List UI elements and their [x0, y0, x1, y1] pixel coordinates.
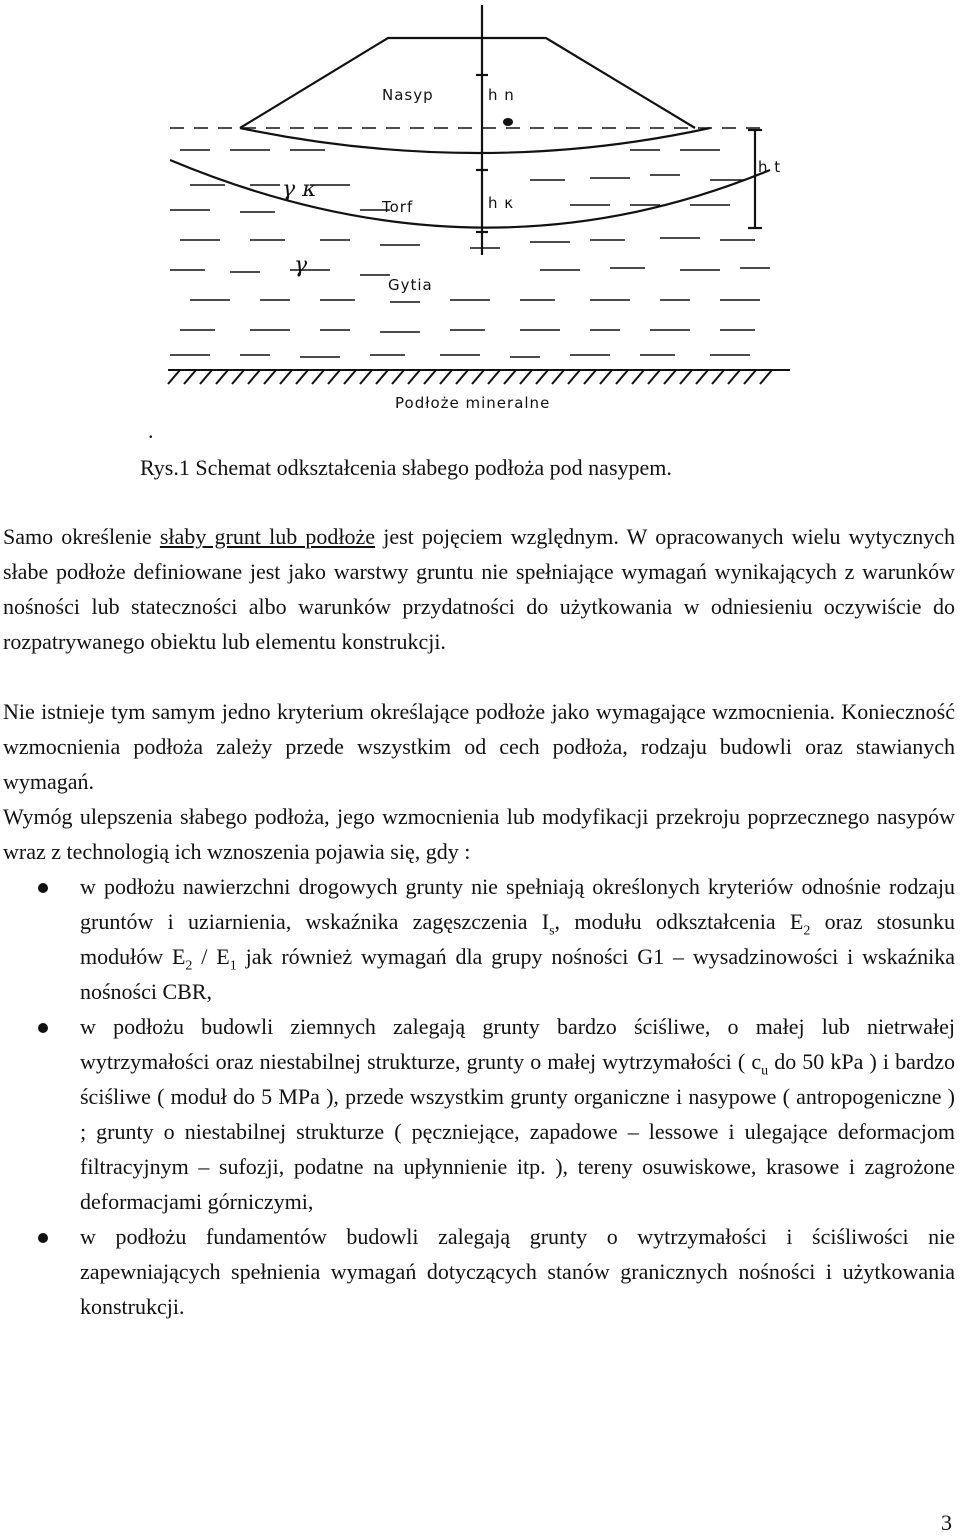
figure-caption: Rys.1 Schemat odkształcenia słabego podłoża pod nasypem. — [140, 455, 672, 480]
label-nasyp: Nasyp — [382, 86, 434, 104]
b2-t1: w podłożu budowli ziemnych zalegają grunty bardzo ściśliwe, o małej lub nietrwałej wytrzymałości oraz niestabilnej strukturze, grunty o małej wytrzymałości ( c — [80, 1014, 955, 1074]
list-item — [0, 1009, 955, 1219]
label-hk: h κ — [488, 194, 515, 212]
embankment-outline — [240, 38, 695, 128]
p1-underlined-term: słaby grunt lub podłoże — [159, 524, 376, 549]
b1-t2: , modułu odkształcenia E — [554, 909, 804, 934]
mineral-base-hatch — [168, 370, 790, 384]
paragraph-3 — [3, 799, 955, 869]
stray-dot: . — [148, 418, 154, 443]
bullet-icon — [38, 883, 48, 893]
b1-s3: 2 — [185, 958, 193, 974]
b1-s4: 1 — [229, 958, 237, 974]
label-gamma: γ — [294, 253, 308, 278]
p3-text: Wymóg ulepszenia słabego podłoża, jego wzmocnienia lub modyfikacji przekroju poprzecznego nasypów wraz z technologią ich wznoszenia pojawia się, gdy : — [3, 804, 955, 864]
paragraph-1 — [3, 519, 955, 659]
list-item — [0, 869, 955, 1009]
page-number: 3 — [941, 1510, 952, 1535]
label-gamma-k: γ κ — [282, 177, 317, 202]
label-torf: Torf — [382, 198, 414, 216]
b1-t1: w podłożu nawierzchni drogowych grunty nie spełniają określonych kryteriów odnośnie rodzaju gruntów i uziarnienia, wskaźnika zagęszczenia I — [80, 874, 955, 934]
label-hn: h n — [488, 86, 515, 104]
criteria-list — [0, 869, 955, 1324]
b1-s1: s — [549, 923, 555, 939]
label-ht: h t — [758, 158, 782, 176]
peat-bottom-curve — [170, 160, 770, 228]
b2-t2: do 50 kPa ) i bardzo ściśliwe ( moduł do 5 MPa ), przede wszystkim grunty organiczne i nasypowe ( antropogeniczne ) ; grunty o niestabilnej strukturze ( pęczniejące, zapadowe – lessowe i ulegające deformacjom filtracyjnym – sufozji, podatne na upłynnienie itp. ), tereny osuwiskowe, krasowe i zagrożone deformacjami górniczymi, — [80, 1049, 955, 1214]
list-item — [0, 1219, 955, 1324]
b1-t3: oraz stosunku modułów E — [80, 909, 955, 969]
b1-s2: 2 — [803, 923, 811, 939]
b2-s1: u — [761, 1063, 769, 1079]
bullet-icon — [38, 1023, 48, 1033]
p1-text-start: Samo określenie — [3, 524, 160, 549]
label-gytia: Gytia — [388, 276, 433, 294]
b3-text: w podłożu fundamentów budowli zalegają grunty o wytrzymałości i ściśliwości nie zapewniających spełnienia wymagań dotyczących stanów granicznych nośności i użytkowania konstrukcji. — [80, 1224, 955, 1319]
b1-t5: jak również wymagań dla grupy nośności G1 – wysadzinowości i wskaźnika nośności CBR, — [80, 944, 955, 1004]
embankment-deformation-figure — [150, 0, 790, 420]
p2-text: Nie istnieje tym samym jedno kryterium określające podłoże jako wymagające wzmocnienia. Konieczność wzmocnienia podłoża zależy przede wszystkim od cech podłoża, rodzaju budowli oraz stawianych wymagań. — [3, 699, 955, 794]
paragraph-2 — [3, 694, 955, 799]
b1-t4: / E — [192, 944, 230, 969]
label-podloze: Podłoże mineralne — [395, 394, 551, 412]
bullet-icon — [38, 1233, 48, 1243]
p1-text-end: jest pojęciem względnym. W opracowanych wielu wytycznych słabe podłoże definiowane jest jako warstwy gruntu nie spełniające wymagań wynikających z warunków nośności lub stateczności albo warunków przydatności do użytkowania w odniesieniu oczywiście do rozpatrywanego obiektu lub elementu konstrukcji. — [3, 524, 955, 654]
